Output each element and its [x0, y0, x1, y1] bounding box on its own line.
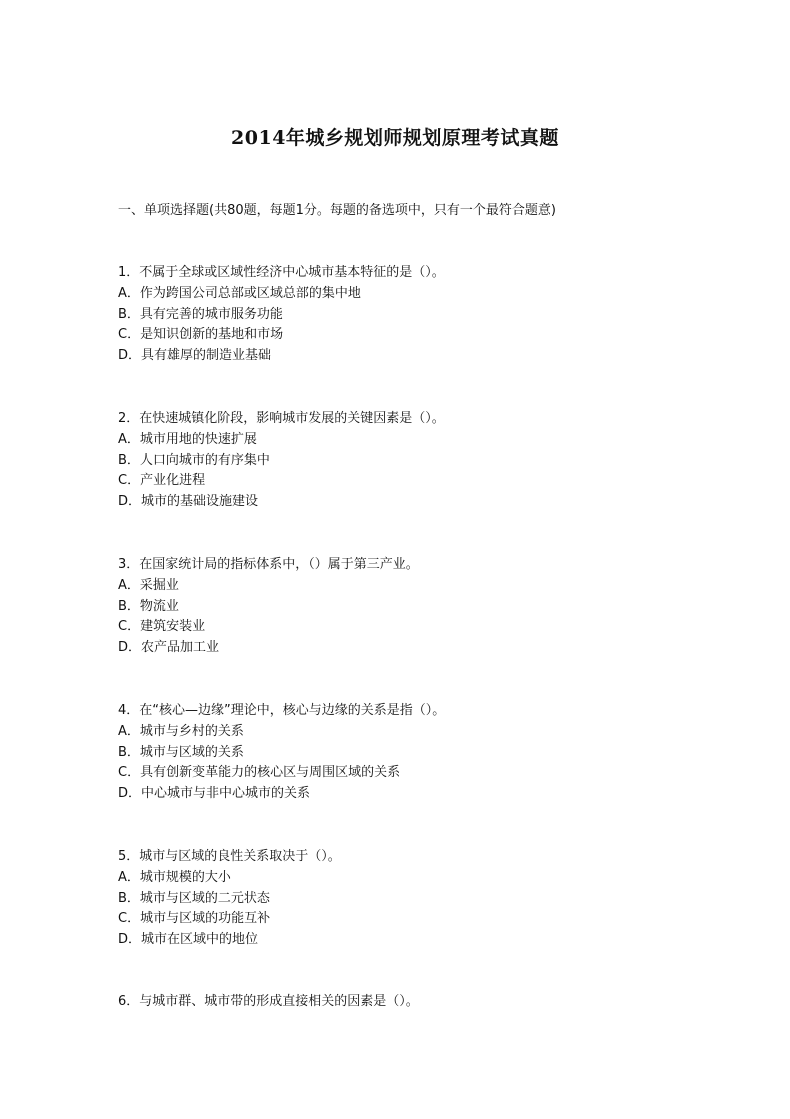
- question-stem: 1．不属于全球或区域性经济中心城市基本特征的是（）。: [118, 265, 445, 280]
- option-c: C．是知识创新的基地和市场: [118, 327, 284, 343]
- question-stem: 2．在快速城镇化阶段，影响城市发展的关键因素是（）。: [118, 411, 445, 426]
- question-stem: 4．在“核心—边缘”理论中，核心与边缘的关系是指（）。: [118, 703, 446, 718]
- document-title: 2014年城乡规划师规划原理考试真题: [231, 127, 559, 149]
- question-5: [118, 847, 718, 951]
- option-a: A．城市用地的快速扩展: [118, 431, 257, 447]
- option-c: C．建筑安装业: [118, 619, 206, 635]
- option-b: B．物流业: [118, 598, 179, 614]
- question-6: [118, 992, 718, 1013]
- question-4: [118, 701, 718, 805]
- option-d: D．城市在区域中的地位: [118, 932, 259, 948]
- option-c: C．具有创新变革能力的核心区与周围区域的关系: [118, 765, 401, 781]
- question-2: [118, 409, 718, 513]
- question-stem: 6．与城市群、城市带的形成直接相关的因素是（）。: [118, 994, 419, 1009]
- option-b: B．具有完善的城市服务功能: [118, 306, 283, 322]
- option-d: D．农产品加工业: [118, 640, 220, 656]
- option-c: C．产业化进程: [118, 473, 206, 489]
- question-1: [118, 263, 718, 367]
- option-d: D．具有雄厚的制造业基础: [118, 348, 272, 364]
- option-b: B．城市与区域的关系: [118, 744, 244, 760]
- question-stem: 5．城市与区域的良性关系取决于（）。: [118, 849, 341, 864]
- section-heading: 一、单项选择题(共80题，每题1分。每题的备选项中，只有一个最符合题意): [118, 203, 556, 218]
- option-d: D．中心城市与非中心城市的关系: [118, 786, 311, 802]
- question-3: [118, 555, 718, 659]
- option-a: A．城市规模的大小: [118, 869, 231, 885]
- option-a: A．作为跨国公司总部或区域总部的集中地: [118, 285, 361, 301]
- option-a: A．采掘业: [118, 577, 179, 593]
- question-stem: 3．在国家统计局的指标体系中，（）属于第三产业。: [118, 557, 419, 572]
- option-c: C．城市与区域的功能互补: [118, 911, 271, 927]
- option-b: B．人口向城市的有序集中: [118, 452, 270, 468]
- option-d: D．城市的基础设施建设: [118, 494, 259, 510]
- option-b: B．城市与区域的二元状态: [118, 890, 270, 906]
- option-a: A．城市与乡村的关系: [118, 723, 244, 739]
